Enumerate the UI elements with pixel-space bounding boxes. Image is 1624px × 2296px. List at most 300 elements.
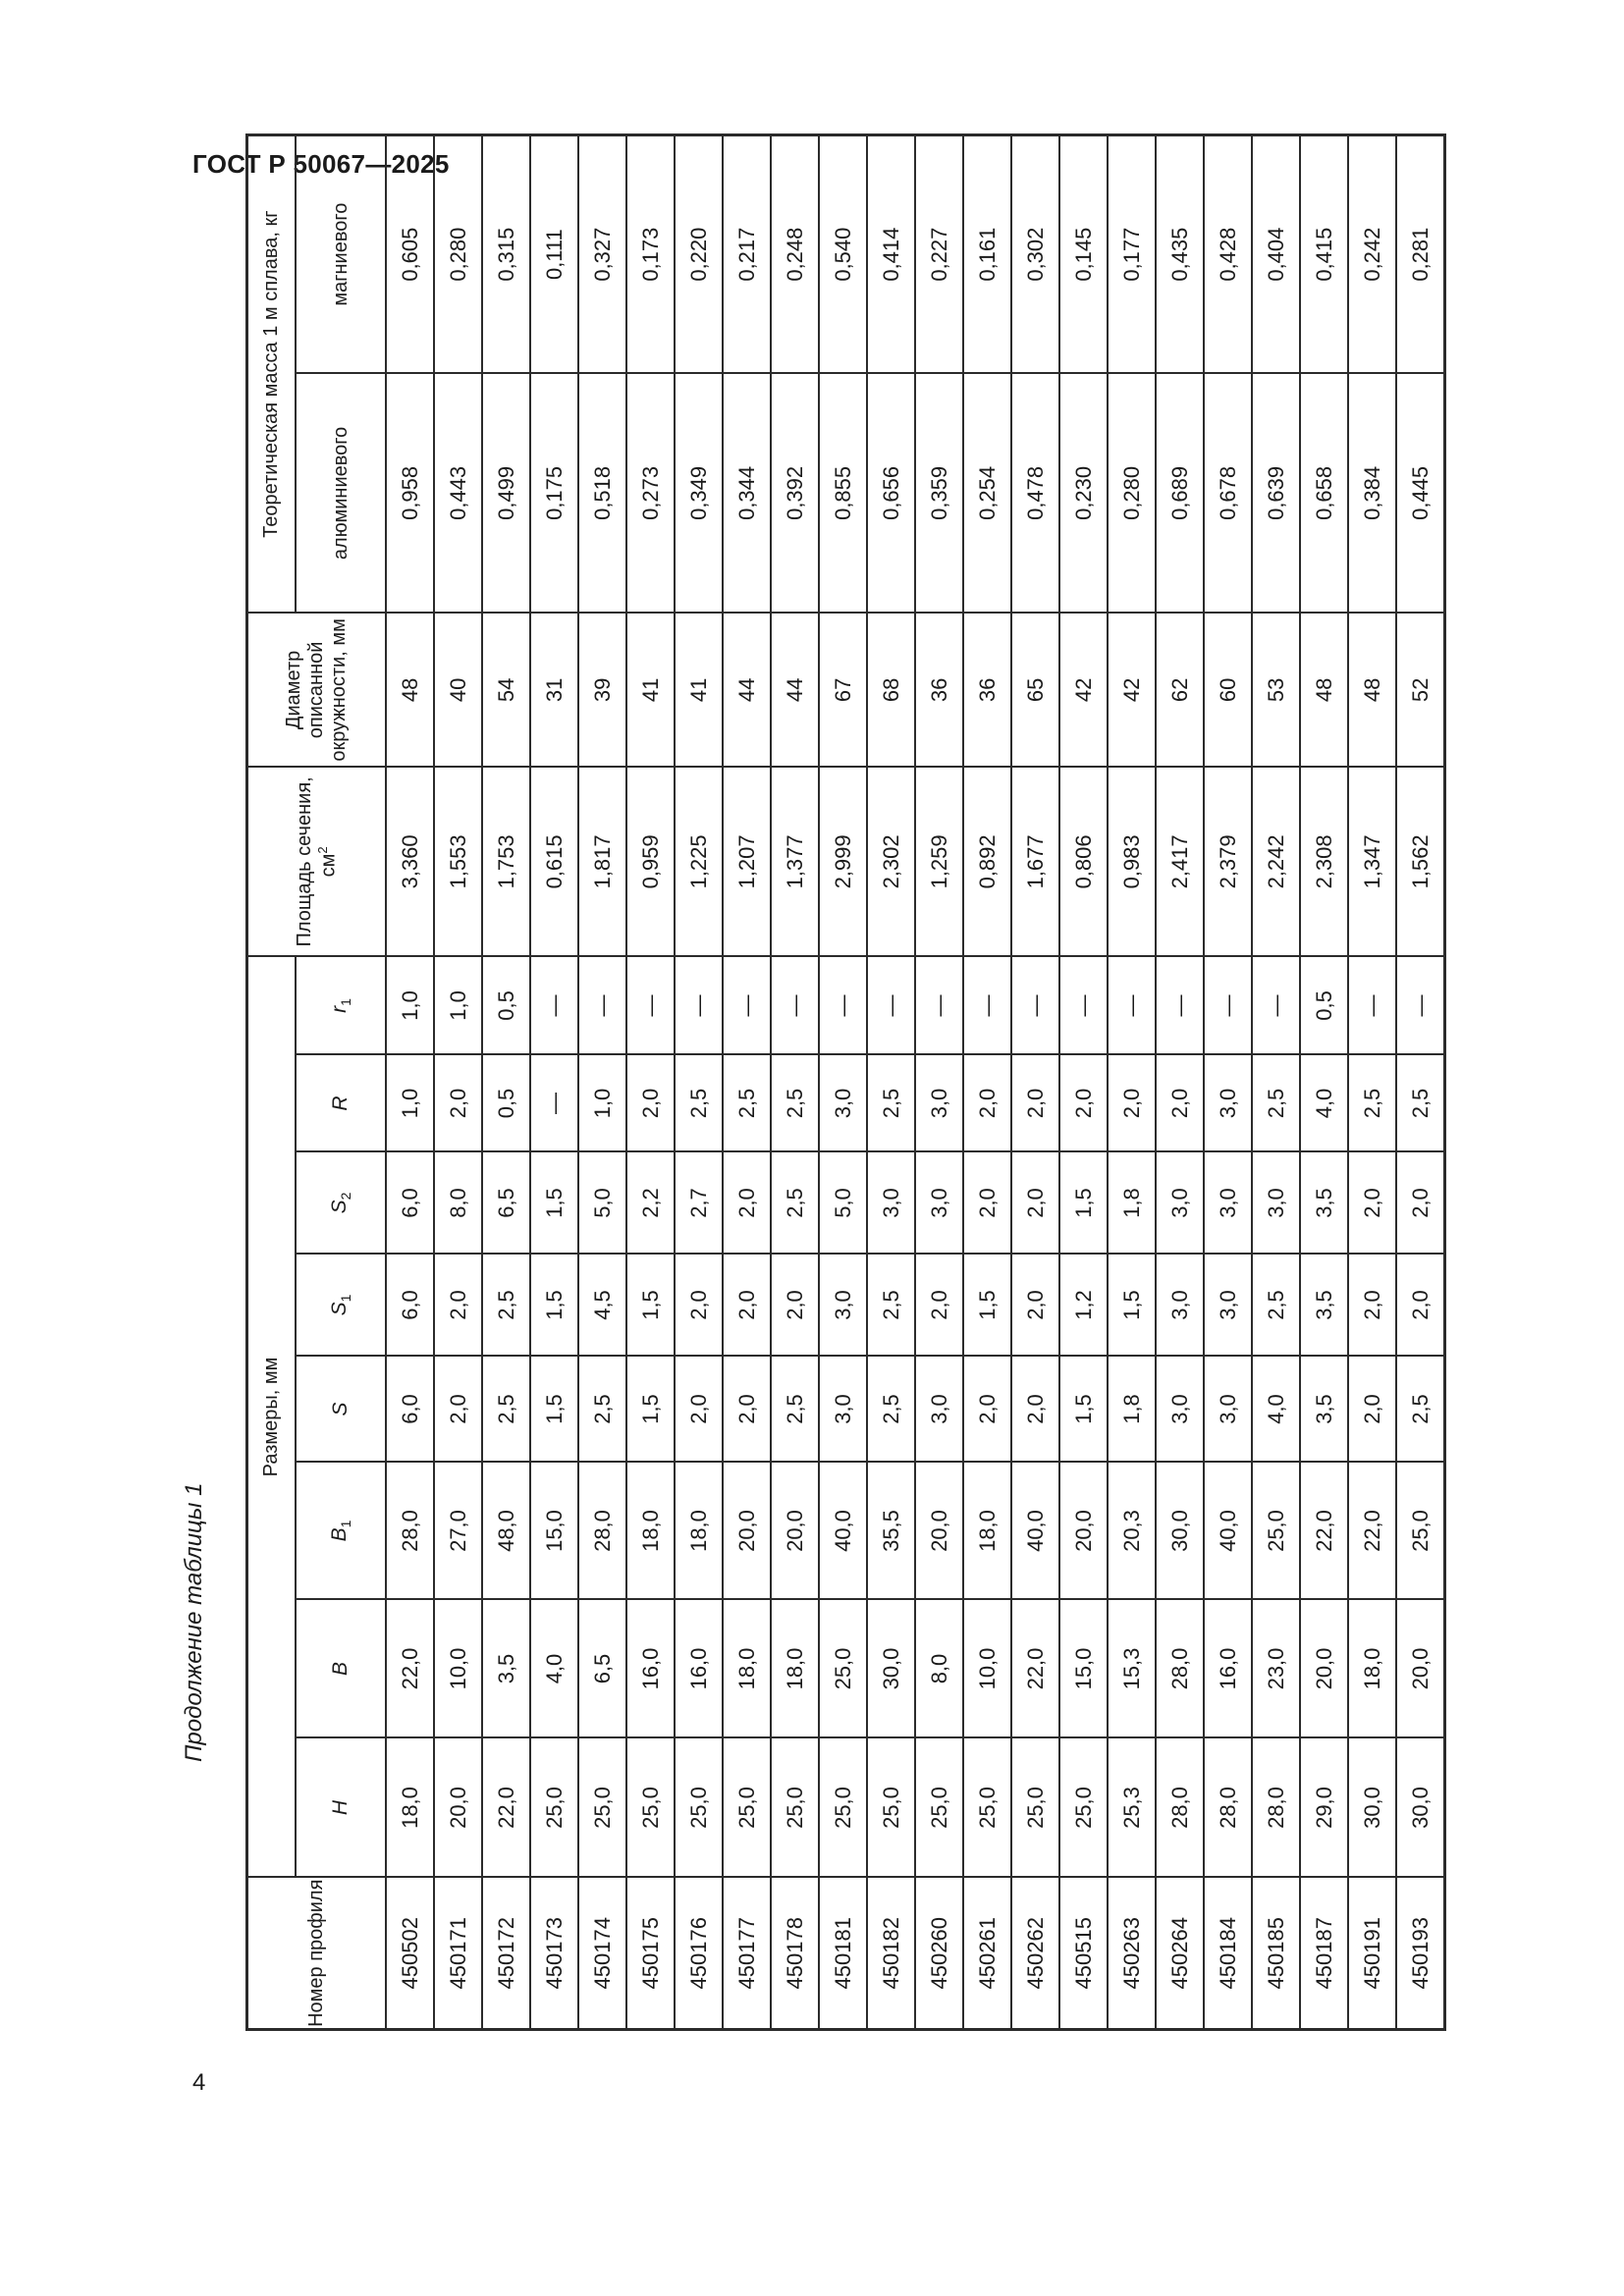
cell-diameter: 36 <box>915 613 963 767</box>
cell-mass-magnesium: 0,415 <box>1300 134 1348 373</box>
cell-B: 20,0 <box>1300 1600 1348 1738</box>
cell-B: 15,3 <box>1108 1600 1156 1738</box>
cell-B: 16,0 <box>626 1600 675 1738</box>
cell-S: 2,0 <box>675 1357 723 1463</box>
cell-R: 2,5 <box>1348 1055 1396 1152</box>
cell-B: 20,0 <box>1396 1600 1445 1738</box>
cell-B: 23,0 <box>1252 1600 1300 1738</box>
cell-R: 2,5 <box>867 1055 915 1152</box>
cell-profile-number: 450261 <box>963 1878 1011 2030</box>
cell-diameter: 36 <box>963 613 1011 767</box>
cell-B1: 30,0 <box>1156 1463 1204 1600</box>
cell-r1: — <box>1252 956 1300 1054</box>
cell-S: 1,5 <box>530 1357 578 1463</box>
cell-S2: 2,2 <box>626 1152 675 1255</box>
cell-S: 1,5 <box>1059 1357 1108 1463</box>
cell-mass-aluminum: 0,344 <box>723 373 771 613</box>
cell-diameter: 41 <box>675 613 723 767</box>
cell-mass-aluminum: 0,349 <box>675 373 723 613</box>
cell-r1: — <box>915 956 963 1054</box>
cell-S: 2,0 <box>963 1357 1011 1463</box>
table-body <box>386 134 1445 2029</box>
cell-mass-magnesium: 0,435 <box>1156 134 1204 373</box>
cell-S2: 1,5 <box>1059 1152 1108 1255</box>
cell-R: — <box>530 1055 578 1152</box>
cell-B1: 40,0 <box>819 1463 867 1600</box>
cell-area: 2,999 <box>819 767 867 956</box>
cell-S2: 3,5 <box>1300 1152 1348 1255</box>
cell-S: 3,0 <box>915 1357 963 1463</box>
cell-S2: 6,5 <box>482 1152 530 1255</box>
cell-B: 10,0 <box>963 1600 1011 1738</box>
header-S2-subscript: 2 <box>338 1192 354 1201</box>
cell-mass-magnesium: 0,177 <box>1108 134 1156 373</box>
cell-profile-number: 450262 <box>1011 1878 1059 2030</box>
cell-mass-magnesium: 0,111 <box>530 134 578 373</box>
cell-profile-number: 450191 <box>1348 1878 1396 2030</box>
cell-area: 1,259 <box>915 767 963 956</box>
cell-area: 2,379 <box>1204 767 1252 956</box>
cell-B1: 20,3 <box>1108 1463 1156 1600</box>
cell-R: 4,0 <box>1300 1055 1348 1152</box>
cell-area: 1,677 <box>1011 767 1059 956</box>
cell-H: 25,0 <box>626 1738 675 1878</box>
cell-mass-aluminum: 0,392 <box>771 373 819 613</box>
cell-diameter: 68 <box>867 613 915 767</box>
cell-B1: 40,0 <box>1011 1463 1059 1600</box>
cell-H: 25,0 <box>819 1738 867 1878</box>
cell-R: 2,0 <box>434 1055 482 1152</box>
table-row <box>626 134 675 2029</box>
cell-mass-aluminum: 0,478 <box>1011 373 1059 613</box>
cell-profile-number: 450502 <box>386 1878 434 2030</box>
cell-mass-magnesium: 0,315 <box>482 134 530 373</box>
cell-H: 18,0 <box>386 1738 434 1878</box>
cell-profile-number: 450187 <box>1300 1878 1348 2030</box>
cell-profile-number: 450193 <box>1396 1878 1445 2030</box>
cell-area: 0,959 <box>626 767 675 956</box>
cell-mass-magnesium: 0,428 <box>1204 134 1252 373</box>
cell-B: 25,0 <box>819 1600 867 1738</box>
cell-mass-aluminum: 0,656 <box>867 373 915 613</box>
cell-mass-magnesium: 0,248 <box>771 134 819 373</box>
cell-S: 3,0 <box>1156 1357 1204 1463</box>
header-area-text: Площадь сечения, см <box>293 776 340 947</box>
cell-area: 2,242 <box>1252 767 1300 956</box>
cell-S: 2,5 <box>1396 1357 1445 1463</box>
cell-area: 1,207 <box>723 767 771 956</box>
cell-mass-magnesium: 0,280 <box>434 134 482 373</box>
header-R: R <box>296 1055 386 1152</box>
cell-mass-magnesium: 0,302 <box>1011 134 1059 373</box>
header-r1-subscript: 1 <box>338 998 354 1006</box>
cell-mass-magnesium: 0,145 <box>1059 134 1108 373</box>
cell-R: 2,0 <box>1108 1055 1156 1152</box>
table-row <box>386 134 434 2029</box>
cell-B: 8,0 <box>915 1600 963 1738</box>
cell-S: 2,0 <box>434 1357 482 1463</box>
cell-S1: 2,0 <box>771 1255 819 1357</box>
cell-mass-aluminum: 0,443 <box>434 373 482 613</box>
cell-S2: 2,0 <box>1348 1152 1396 1255</box>
cell-R: 2,5 <box>723 1055 771 1152</box>
rotated-table-container <box>245 202 1450 2031</box>
cell-mass-aluminum: 0,230 <box>1059 373 1108 613</box>
table-row <box>1300 134 1348 2029</box>
cell-mass-aluminum: 0,280 <box>1108 373 1156 613</box>
cell-S: 2,0 <box>1011 1357 1059 1463</box>
header-magnesium: магниевого <box>296 134 386 373</box>
cell-B: 18,0 <box>723 1600 771 1738</box>
cell-r1: — <box>867 956 915 1054</box>
cell-mass-magnesium: 0,220 <box>675 134 723 373</box>
cell-S1: 2,0 <box>723 1255 771 1357</box>
cell-diameter: 48 <box>386 613 434 767</box>
header-dimensions: Размеры, мм <box>247 956 297 1877</box>
cell-H: 25,3 <box>1108 1738 1156 1878</box>
cell-area: 0,892 <box>963 767 1011 956</box>
cell-r1: — <box>530 956 578 1054</box>
cell-area: 1,562 <box>1396 767 1445 956</box>
cell-S: 4,0 <box>1252 1357 1300 1463</box>
cell-R: 3,0 <box>819 1055 867 1152</box>
table-row <box>675 134 723 2029</box>
cell-area: 2,417 <box>1156 767 1204 956</box>
cell-mass-magnesium: 0,281 <box>1396 134 1445 373</box>
header-S1 <box>296 1255 386 1357</box>
cell-S: 3,0 <box>1204 1357 1252 1463</box>
document-title: ГОСТ Р 50067—2025 <box>192 149 450 179</box>
cell-B: 28,0 <box>1156 1600 1204 1738</box>
cell-R: 3,0 <box>915 1055 963 1152</box>
cell-B1: 48,0 <box>482 1463 530 1600</box>
cell-mass-magnesium: 0,540 <box>819 134 867 373</box>
cell-profile-number: 450174 <box>578 1878 626 2030</box>
table-caption: Продолжение таблицы 1 <box>181 1482 207 1762</box>
header-profile-number: Номер профиля <box>247 1878 387 2030</box>
cell-r1: — <box>723 956 771 1054</box>
cell-H: 25,0 <box>530 1738 578 1878</box>
cell-diameter: 62 <box>1156 613 1204 767</box>
cell-H: 30,0 <box>1348 1738 1396 1878</box>
cell-S2: 2,0 <box>723 1152 771 1255</box>
cell-S1: 2,5 <box>482 1255 530 1357</box>
cell-B: 18,0 <box>1348 1600 1396 1738</box>
cell-r1: — <box>771 956 819 1054</box>
cell-S: 2,5 <box>771 1357 819 1463</box>
cell-r1: — <box>1059 956 1108 1054</box>
table-row <box>578 134 626 2029</box>
cell-S: 2,0 <box>1348 1357 1396 1463</box>
cell-B1: 20,0 <box>1059 1463 1108 1600</box>
header-B1-subscript: 1 <box>338 1520 354 1528</box>
cell-r1: — <box>963 956 1011 1054</box>
cell-B1: 28,0 <box>578 1463 626 1600</box>
cell-B1: 20,0 <box>723 1463 771 1600</box>
cell-mass-aluminum: 0,499 <box>482 373 530 613</box>
cell-diameter: 31 <box>530 613 578 767</box>
cell-diameter: 48 <box>1348 613 1396 767</box>
cell-B1: 20,0 <box>771 1463 819 1600</box>
cell-mass-magnesium: 0,217 <box>723 134 771 373</box>
cell-profile-number: 450176 <box>675 1878 723 2030</box>
cell-r1: — <box>578 956 626 1054</box>
cell-H: 25,0 <box>723 1738 771 1878</box>
page-number: 4 <box>192 2069 206 2096</box>
cell-B: 4,0 <box>530 1600 578 1738</box>
cell-mass-aluminum: 0,678 <box>1204 373 1252 613</box>
cell-profile-number: 450182 <box>867 1878 915 2030</box>
cell-R: 2,0 <box>1011 1055 1059 1152</box>
cell-diameter: 39 <box>578 613 626 767</box>
cell-H: 25,0 <box>578 1738 626 1878</box>
cell-S2: 2,0 <box>963 1152 1011 1255</box>
header-S2 <box>296 1152 386 1255</box>
cell-B: 3,5 <box>482 1600 530 1738</box>
cell-R: 2,5 <box>1396 1055 1445 1152</box>
cell-S2: 5,0 <box>578 1152 626 1255</box>
cell-S: 2,5 <box>867 1357 915 1463</box>
cell-H: 25,0 <box>963 1738 1011 1878</box>
cell-area: 2,308 <box>1300 767 1348 956</box>
cell-B1: 35,5 <box>867 1463 915 1600</box>
cell-S: 2,5 <box>578 1357 626 1463</box>
header-r1-symbol: r <box>327 1005 351 1013</box>
cell-S: 3,0 <box>819 1357 867 1463</box>
cell-mass-magnesium: 0,173 <box>626 134 675 373</box>
cell-area: 0,806 <box>1059 767 1108 956</box>
cell-R: 1,0 <box>386 1055 434 1152</box>
cell-S1: 3,0 <box>819 1255 867 1357</box>
cell-r1: — <box>1348 956 1396 1054</box>
cell-S2: 2,0 <box>1396 1152 1445 1255</box>
header-diameter: Диаметр описанной окружности, мм <box>247 613 387 767</box>
cell-S2: 1,8 <box>1108 1152 1156 1255</box>
cell-B: 15,0 <box>1059 1600 1108 1738</box>
table-row <box>1348 134 1396 2029</box>
cell-mass-aluminum: 0,384 <box>1348 373 1396 613</box>
cell-R: 2,5 <box>675 1055 723 1152</box>
cell-S1: 6,0 <box>386 1255 434 1357</box>
cell-B1: 27,0 <box>434 1463 482 1600</box>
cell-profile-number: 450181 <box>819 1878 867 2030</box>
cell-R: 2,0 <box>1059 1055 1108 1152</box>
cell-S: 3,5 <box>1300 1357 1348 1463</box>
cell-R: 3,0 <box>1204 1055 1252 1152</box>
table-row <box>1396 134 1445 2029</box>
cell-R: 2,0 <box>963 1055 1011 1152</box>
cell-B1: 18,0 <box>963 1463 1011 1600</box>
header-aluminum: алюминиевого <box>296 373 386 613</box>
cell-S: 1,8 <box>1108 1357 1156 1463</box>
cell-r1: — <box>1011 956 1059 1054</box>
cell-S1: 2,5 <box>1252 1255 1300 1357</box>
cell-profile-number: 450172 <box>482 1878 530 2030</box>
cell-H: 28,0 <box>1252 1738 1300 1878</box>
cell-B1: 18,0 <box>626 1463 675 1600</box>
cell-profile-number: 450515 <box>1059 1878 1108 2030</box>
cell-S: 2,5 <box>482 1357 530 1463</box>
cell-diameter: 60 <box>1204 613 1252 767</box>
cell-mass-aluminum: 0,273 <box>626 373 675 613</box>
header-area-superscript: 2 <box>314 846 330 854</box>
cell-H: 29,0 <box>1300 1738 1348 1878</box>
cell-S2: 1,5 <box>530 1152 578 1255</box>
cell-r1: 1,0 <box>386 956 434 1054</box>
cell-r1: — <box>626 956 675 1054</box>
table-row <box>1252 134 1300 2029</box>
cell-mass-aluminum: 0,518 <box>578 373 626 613</box>
cell-B1: 40,0 <box>1204 1463 1252 1600</box>
cell-H: 22,0 <box>482 1738 530 1878</box>
cell-S: 6,0 <box>386 1357 434 1463</box>
header-B1 <box>296 1463 386 1600</box>
cell-r1: 0,5 <box>482 956 530 1054</box>
cell-S1: 2,5 <box>867 1255 915 1357</box>
cell-diameter: 44 <box>723 613 771 767</box>
cell-R: 2,0 <box>1156 1055 1204 1152</box>
cell-area: 1,347 <box>1348 767 1396 956</box>
cell-mass-magnesium: 0,404 <box>1252 134 1300 373</box>
table-row <box>723 134 771 2029</box>
cell-B1: 28,0 <box>386 1463 434 1600</box>
cell-mass-aluminum: 0,658 <box>1300 373 1348 613</box>
header-H: H <box>296 1738 386 1878</box>
cell-H: 28,0 <box>1156 1738 1204 1878</box>
header-area <box>247 767 387 956</box>
cell-S1: 3,5 <box>1300 1255 1348 1357</box>
table-row <box>1108 134 1156 2029</box>
cell-diameter: 67 <box>819 613 867 767</box>
table-row <box>434 134 482 2029</box>
cell-diameter: 42 <box>1059 613 1108 767</box>
cell-area: 1,817 <box>578 767 626 956</box>
cell-B1: 20,0 <box>915 1463 963 1600</box>
cell-S1: 3,0 <box>1204 1255 1252 1357</box>
cell-H: 25,0 <box>867 1738 915 1878</box>
cell-H: 25,0 <box>915 1738 963 1878</box>
header-B: B <box>296 1600 386 1738</box>
header-r1 <box>296 956 386 1054</box>
profiles-table <box>245 133 1446 2031</box>
cell-mass-aluminum: 0,639 <box>1252 373 1300 613</box>
cell-H: 25,0 <box>1011 1738 1059 1878</box>
table-row <box>1011 134 1059 2029</box>
header-S: S <box>296 1357 386 1463</box>
cell-mass-magnesium: 0,161 <box>963 134 1011 373</box>
table-row <box>867 134 915 2029</box>
cell-area: 3,360 <box>386 767 434 956</box>
cell-area: 1,377 <box>771 767 819 956</box>
cell-mass-aluminum: 0,445 <box>1396 373 1445 613</box>
cell-S1: 3,0 <box>1156 1255 1204 1357</box>
table-caption-container <box>175 1482 214 1762</box>
cell-H: 30,0 <box>1396 1738 1445 1878</box>
cell-S2: 5,0 <box>819 1152 867 1255</box>
cell-profile-number: 450264 <box>1156 1878 1204 2030</box>
cell-r1: — <box>1396 956 1445 1054</box>
cell-diameter: 65 <box>1011 613 1059 767</box>
cell-S1: 1,2 <box>1059 1255 1108 1357</box>
header-S2-symbol: S <box>327 1200 351 1214</box>
table-row <box>915 134 963 2029</box>
cell-area: 1,225 <box>675 767 723 956</box>
cell-diameter: 53 <box>1252 613 1300 767</box>
cell-S2: 2,7 <box>675 1152 723 1255</box>
cell-B1: 18,0 <box>675 1463 723 1600</box>
cell-mass-aluminum: 0,689 <box>1156 373 1204 613</box>
cell-S1: 1,5 <box>626 1255 675 1357</box>
header-S1-subscript: 1 <box>338 1294 354 1303</box>
cell-S1: 4,5 <box>578 1255 626 1357</box>
cell-B: 22,0 <box>1011 1600 1059 1738</box>
cell-diameter: 41 <box>626 613 675 767</box>
table-row <box>530 134 578 2029</box>
cell-diameter: 54 <box>482 613 530 767</box>
cell-B: 30,0 <box>867 1600 915 1738</box>
table-row <box>819 134 867 2029</box>
cell-R: 2,0 <box>626 1055 675 1152</box>
header-B1-symbol: B <box>327 1527 351 1542</box>
cell-B: 10,0 <box>434 1600 482 1738</box>
cell-B1: 25,0 <box>1252 1463 1300 1600</box>
cell-mass-aluminum: 0,254 <box>963 373 1011 613</box>
header-S1-symbol: S <box>327 1302 351 1316</box>
cell-R: 2,5 <box>771 1055 819 1152</box>
cell-H: 25,0 <box>771 1738 819 1878</box>
cell-diameter: 52 <box>1396 613 1445 767</box>
cell-S1: 2,0 <box>1396 1255 1445 1357</box>
cell-S1: 2,0 <box>675 1255 723 1357</box>
cell-diameter: 44 <box>771 613 819 767</box>
cell-area: 1,553 <box>434 767 482 956</box>
cell-S1: 2,0 <box>434 1255 482 1357</box>
cell-mass-magnesium: 0,242 <box>1348 134 1396 373</box>
cell-H: 25,0 <box>675 1738 723 1878</box>
cell-mass-aluminum: 0,359 <box>915 373 963 613</box>
cell-profile-number: 450263 <box>1108 1878 1156 2030</box>
cell-H: 28,0 <box>1204 1738 1252 1878</box>
cell-profile-number: 450175 <box>626 1878 675 2030</box>
cell-B: 16,0 <box>675 1600 723 1738</box>
cell-profile-number: 450178 <box>771 1878 819 2030</box>
cell-area: 0,615 <box>530 767 578 956</box>
table-row <box>1059 134 1108 2029</box>
cell-r1: 0,5 <box>1300 956 1348 1054</box>
cell-B: 18,0 <box>771 1600 819 1738</box>
cell-r1: — <box>1156 956 1204 1054</box>
cell-mass-magnesium: 0,327 <box>578 134 626 373</box>
cell-B1: 25,0 <box>1396 1463 1445 1600</box>
cell-area: 0,983 <box>1108 767 1156 956</box>
cell-S2: 3,0 <box>867 1152 915 1255</box>
table-row <box>771 134 819 2029</box>
cell-S: 2,0 <box>723 1357 771 1463</box>
cell-S2: 3,0 <box>1156 1152 1204 1255</box>
cell-S2: 8,0 <box>434 1152 482 1255</box>
cell-profile-number: 450171 <box>434 1878 482 2030</box>
cell-diameter: 48 <box>1300 613 1348 767</box>
cell-profile-number: 450173 <box>530 1878 578 2030</box>
cell-B: 6,5 <box>578 1600 626 1738</box>
header-mass: Теоретическая масса 1 м сплава, кг <box>247 134 297 613</box>
cell-r1: — <box>1108 956 1156 1054</box>
cell-mass-magnesium: 0,605 <box>386 134 434 373</box>
cell-diameter: 42 <box>1108 613 1156 767</box>
cell-profile-number: 450260 <box>915 1878 963 2030</box>
cell-S1: 1,5 <box>530 1255 578 1357</box>
cell-B: 16,0 <box>1204 1600 1252 1738</box>
